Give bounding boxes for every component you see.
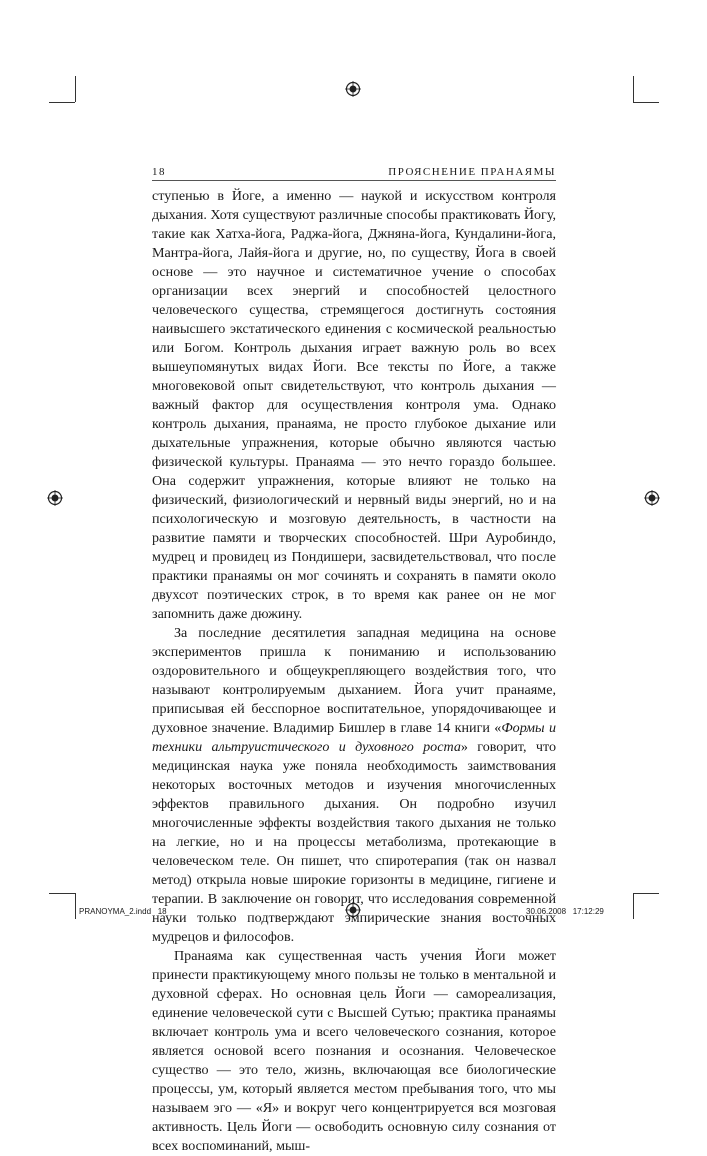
paragraph-1: ступенью в Йоге, а именно — наукой и искусством контроля дыхания. Хотя существуют различные способы практиковать Йогу, такие как Хатха-йога, Раджа-йога, Джняна-йога, Кундалини-йога, Мантра-йога, Лайя-йога и другие, но, по существу, Йога в своей основе — это научное и систематичное учение о способах организации всех энергий и способностей целостного человеческого существа, стремящегося достигнуть состояния наивысшего экстатического единения с космической реальностью или Богом. Контроль дыхания играет важную роль во всех вышеупомянутых видах Йоги. Все тексты по Йоге, а также многовековой опыт свидетельствуют, что контроль дыхания — важный фактор для осуществления контроля ума. Однако контроль дыхания, пранаяма, не просто глубокое дыхание или дыхательные упражнения, которые обычно являются частью физической культуры. Пранаяма — это нечто гораздо большее. Она содержит упражнения, которые влияют не только на физический, физиологический и нервный виды энергий, но и на психологическую и мозговую деятельность, в частности на развитие памяти и творческих способностей. Шри Ауробиндо, мудрец и провидец из Пондишери, засвидетельствовал, что после практики пранаямы он мог сочинять и сохранять в памяти около двухсот поэтических строк, в то время как ранее он не мог запомнить даже дюжину. xyxy=(152,188,556,622)
crop-mark-top-right-v xyxy=(633,76,634,102)
registration-target-icon xyxy=(47,490,63,506)
running-title: ПРОЯСНЕНИЕ ПРАНАЯМЫ xyxy=(388,166,556,178)
paragraph-3: Пранаяма как существенная часть учения Йоги может принести практикующему много пользы не только в ментальной и духовной сферах. Но основная цель Йоги — самореализация, единение человеческой сути с Высшей Сутью; практика пранаямы включает контроль ума и всего человеческого сознания, которое является основой всего познания и осознания. Человеческое существо — это тело, жизнь, включающая все биологические процессы, ум, который является местом пребывания того, что мы называем эго — «Я» и вокруг чего концентрируется вся мозговая активность. Цель Йоги — освободить основную силу сознания от всех воспоминаний, мыш- xyxy=(152,948,556,1154)
body-text xyxy=(152,187,556,1156)
crop-mark-bottom-left-v xyxy=(75,893,76,919)
crop-mark-top-right-h xyxy=(633,102,659,103)
running-header xyxy=(152,166,556,178)
slug-file-info: PRANOYMA_2.indd 18 xyxy=(79,907,167,916)
paragraph-2 xyxy=(152,624,556,947)
registration-target-icon xyxy=(345,81,361,97)
crop-mark-top-left-h xyxy=(49,102,75,103)
crop-mark-bottom-left-h xyxy=(49,893,75,894)
slug-date-info: 30.06.2008 17:12:29 xyxy=(526,907,604,916)
crop-mark-top-left-v xyxy=(75,76,76,102)
page-number: 18 xyxy=(152,166,166,178)
registration-target-icon xyxy=(644,490,660,506)
paragraph-2-part-a: За последние десятилетия западная медицина на основе экспериментов пришла к пониманию и использованию оздоровительного и общеукрепляющего воздействия того, что называют контролируемым дыханием. Йога учит пранаяме, приписывая ей бесспорное воспитательное, упорядочивающее и духовное значение. Владимир Бишлер в главе 14 книги « xyxy=(152,625,556,736)
header-rule xyxy=(152,180,556,181)
crop-mark-bottom-right-v xyxy=(633,893,634,919)
crop-mark-bottom-right-h xyxy=(633,893,659,894)
paragraph-2-part-b: » говорит, что медицинская наука уже поняла необходимость заимствования некоторых восточных методов и изучения многочисленных эффектов правильного дыхания. Он подробно изучил многочисленные эффекты воздействия такого дыхания не только на легкие, но и на процессы метаболизма, протекающие в человеческом теле. Он пишет, что спиротерапия (так он назвал метод) открыла новые широкие горизонты в медицине, гигиене и терапии. В заключение он говорит, что исследования современной науки только подтверждают эмпирические знания восточных мудрецов и философов. xyxy=(152,739,556,945)
book-title: Формы и техники альтруистического и духовного роста xyxy=(152,720,557,755)
